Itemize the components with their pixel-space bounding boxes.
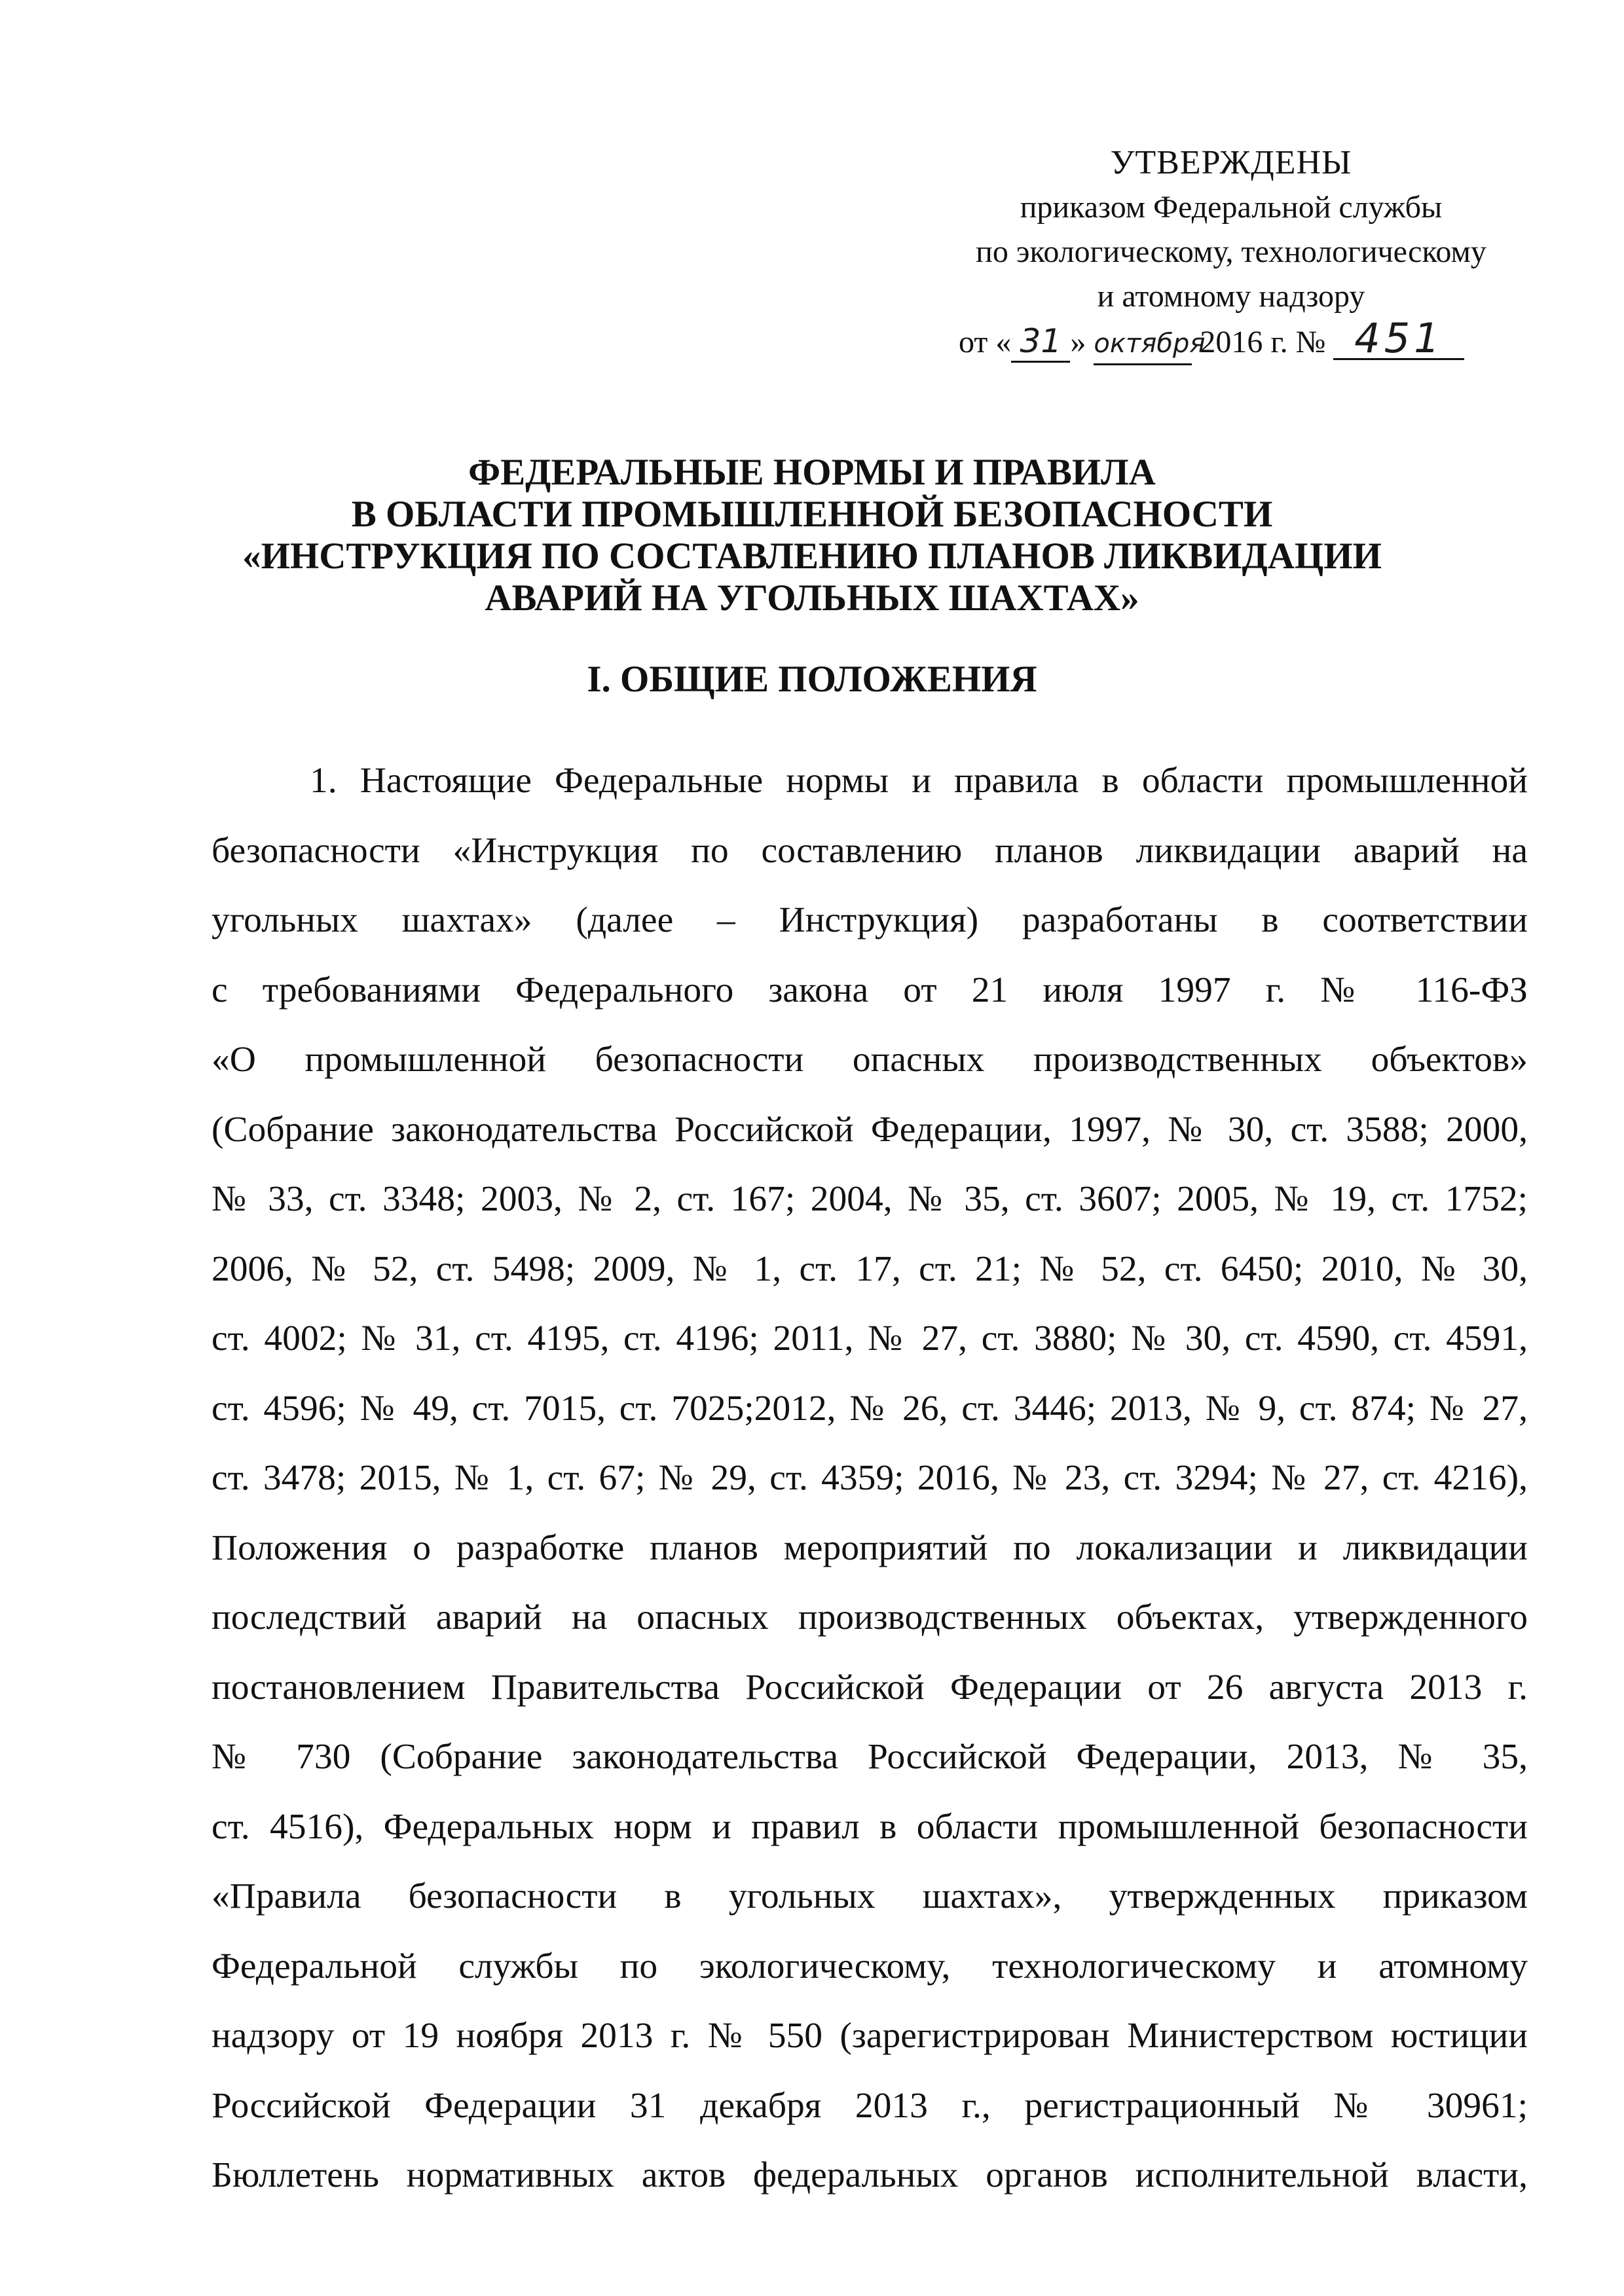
body-line: безопасности «Инструкция по составлению планов ликвидации аварий на <box>212 830 1528 871</box>
body-line: надзору от 19 ноября 2013 г. № 550 (зарегистрирован Министерством юстиции <box>212 2016 1528 2056</box>
date-prefix: от « <box>959 325 1012 359</box>
date-year: 2016 г. № <box>1200 325 1326 359</box>
body-line: ст. 4002; № 31, ст. 4195, ст. 4196; 2011, № 27, ст. 3880; № 30, ст. 4590, ст. 4591, <box>212 1319 1528 1358</box>
document-title <box>131 452 1493 619</box>
body-line: (Собрание законодательства Российской Федерации, 1997, № 30, ст. 3588; 2000, <box>212 1109 1528 1150</box>
title-line-3: «ИНСТРУКЦИЯ ПО СОСТАВЛЕНИЮ ПЛАНОВ ЛИКВИДАЦИИ <box>242 536 1382 577</box>
title-line-2: В ОБЛАСТИ ПРОМЫШЛЕННОЙ БЕЗОПАСНОСТИ <box>351 494 1273 535</box>
body-line: постановлением Правительства Российской Федерации от 26 августа 2013 г. <box>212 1667 1528 1707</box>
approval-date-line <box>904 314 1559 365</box>
body-line: № 33, ст. 3348; 2003, № 2, ст. 167; 2004, № 35, ст. 3607; 2005, № 19, ст. 1752; <box>212 1179 1528 1219</box>
body-line: Российской Федерации 31 декабря 2013 г., регистрационный № 30961; <box>212 2085 1528 2126</box>
body-line: ст. 3478; 2015, № 1, ст. 67; № 29, ст. 4359; 2016, № 23, ст. 3294; № 27, ст. 4216), <box>212 1458 1528 1498</box>
handwritten-month: октября <box>1094 324 1192 365</box>
body-line: 1. Настоящие Федеральные нормы и правила в области промышленной <box>310 761 1528 801</box>
handwritten-day: 31 <box>1011 321 1070 363</box>
section-heading: I. ОБЩИЕ ПОЛОЖЕНИЯ <box>587 659 1037 700</box>
date-mid: » <box>1070 325 1086 359</box>
title-line-1: ФЕДЕРАЛЬНЫЕ НОРМЫ И ПРАВИЛА <box>468 452 1156 493</box>
body-line: Федеральной службы по экологическому, технологическому и атомному <box>212 1946 1528 1986</box>
body-line: «Правила безопасности в угольных шахтах», утвержденных приказом <box>212 1876 1528 1916</box>
approval-block <box>904 141 1559 365</box>
body-line: № 730 (Собрание законодательства Российской Федерации, 2013, № 35, <box>212 1737 1528 1777</box>
approval-heading: УТВЕРЖДЕНЫ <box>1110 144 1352 181</box>
approval-line-3: и атомному надзору <box>1097 279 1365 314</box>
approval-line-1: приказом Федеральной службы <box>1020 190 1443 225</box>
handwritten-order-number: 451 <box>1333 319 1464 360</box>
approval-line-2: по экологическому, технологическому <box>976 234 1486 269</box>
body-line: Положения о разработке планов мероприятий по локализации и ликвидации <box>212 1527 1528 1568</box>
body-line: «О промышленной безопасности опасных производственных объектов» <box>212 1040 1528 1080</box>
body-line: последствий аварий на опасных производственных объектах, утвержденного <box>212 1597 1528 1637</box>
title-line-4: АВАРИЙ НА УГОЛЬНЫХ ШАХТАХ» <box>485 577 1139 619</box>
body-line: Бюллетень нормативных актов федеральных органов исполнительной власти, <box>212 2155 1528 2195</box>
body-line: угольных шахтах» (далее – Инструкция) разработаны в соответствии <box>212 900 1528 940</box>
body-text <box>212 746 1528 2211</box>
body-line: 2006, № 52, ст. 5498; 2009, № 1, ст. 17, ст. 21; № 52, ст. 6450; 2010, № 30, <box>212 1248 1528 1289</box>
body-line: с требованиями Федерального закона от 21 июля 1997 г. № 116-ФЗ <box>212 970 1528 1010</box>
body-line: ст. 4516), Федеральных норм и правил в области промышленной безопасности <box>212 1806 1528 1847</box>
body-line: ст. 4596; № 49, ст. 7015, ст. 7025;2012, № 26, ст. 3446; 2013, № 9, ст. 874; № 27, <box>212 1388 1528 1429</box>
